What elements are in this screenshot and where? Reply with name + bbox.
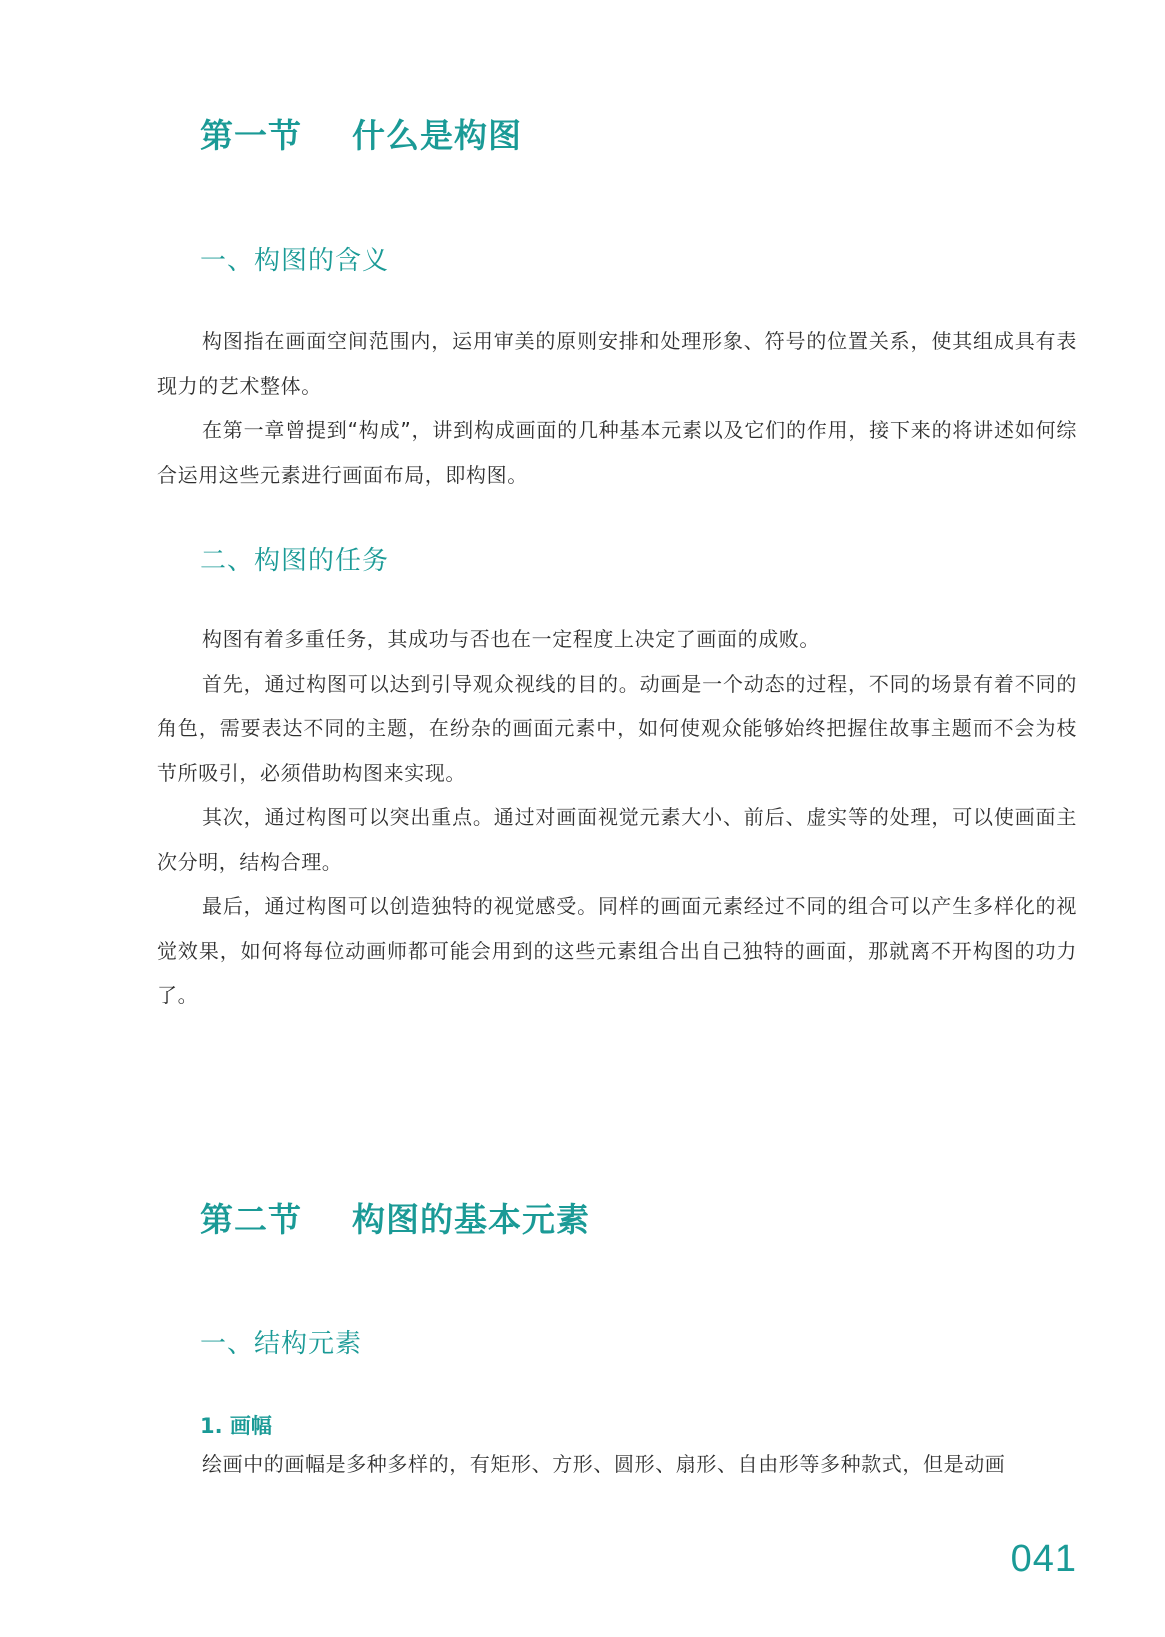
section-2-sub-1-heading: 一、结构元素 (200, 1329, 363, 1359)
page-number: 041 (1010, 1538, 1077, 1580)
section-1-sub-2-body (157, 617, 1077, 1018)
section-1-sub-1-body (157, 319, 1077, 497)
paragraph: 构图指在画面空间范围内，运用审美的原则安排和处理形象、符号的位置关系，使其组成具有表现力的艺术整体。 (157, 329, 1077, 398)
section-1-title: 第一节 什么是构图 (200, 116, 522, 155)
section-2-item-1-heading: 1. 画幅 (200, 1414, 272, 1438)
section-1-sub-2-heading: 二、构图的任务 (200, 546, 390, 576)
paragraph: 其次，通过构图可以突出重点。通过对画面视觉元素大小、前后、虚实等的处理，可以使画面主次分明，结构合理。 (157, 805, 1077, 874)
paragraph: 在第一章曾提到“构成”，讲到构成画面的几种基本元素以及它们的作用，接下来的将讲述如何综合运用这些元素进行画面布局，即构图。 (157, 418, 1077, 487)
section-2-title: 第二节 构图的基本元素 (200, 1200, 590, 1239)
paragraph: 首先，通过构图可以达到引导观众视线的目的。动画是一个动态的过程，不同的场景有着不同的角色，需要表达不同的主题，在纷杂的画面元素中，如何使观众能够始终把握住故事主题而不会为枝节所吸引，必须借助构图来实现。 (157, 671, 1077, 785)
paragraph: 构图有着多重任务，其成功与否也在一定程度上决定了画面的成败。 (202, 627, 820, 651)
paragraph: 绘画中的画幅是多种多样的，有矩形、方形、圆形、扇形、自由形等多种款式，但是动画 (202, 1452, 1006, 1476)
paragraph: 最后，通过构图可以创造独特的视觉感受。同样的画面元素经过不同的组合可以产生多样化的视觉效果，如何将每位动画师都可能会用到的这些元素组合出自己独特的画面，那就离不开构图的功力了。 (157, 894, 1077, 1007)
section-1-sub-1-heading: 一、构图的含义 (200, 246, 390, 276)
section-2-item-1-body (157, 1442, 1077, 1487)
